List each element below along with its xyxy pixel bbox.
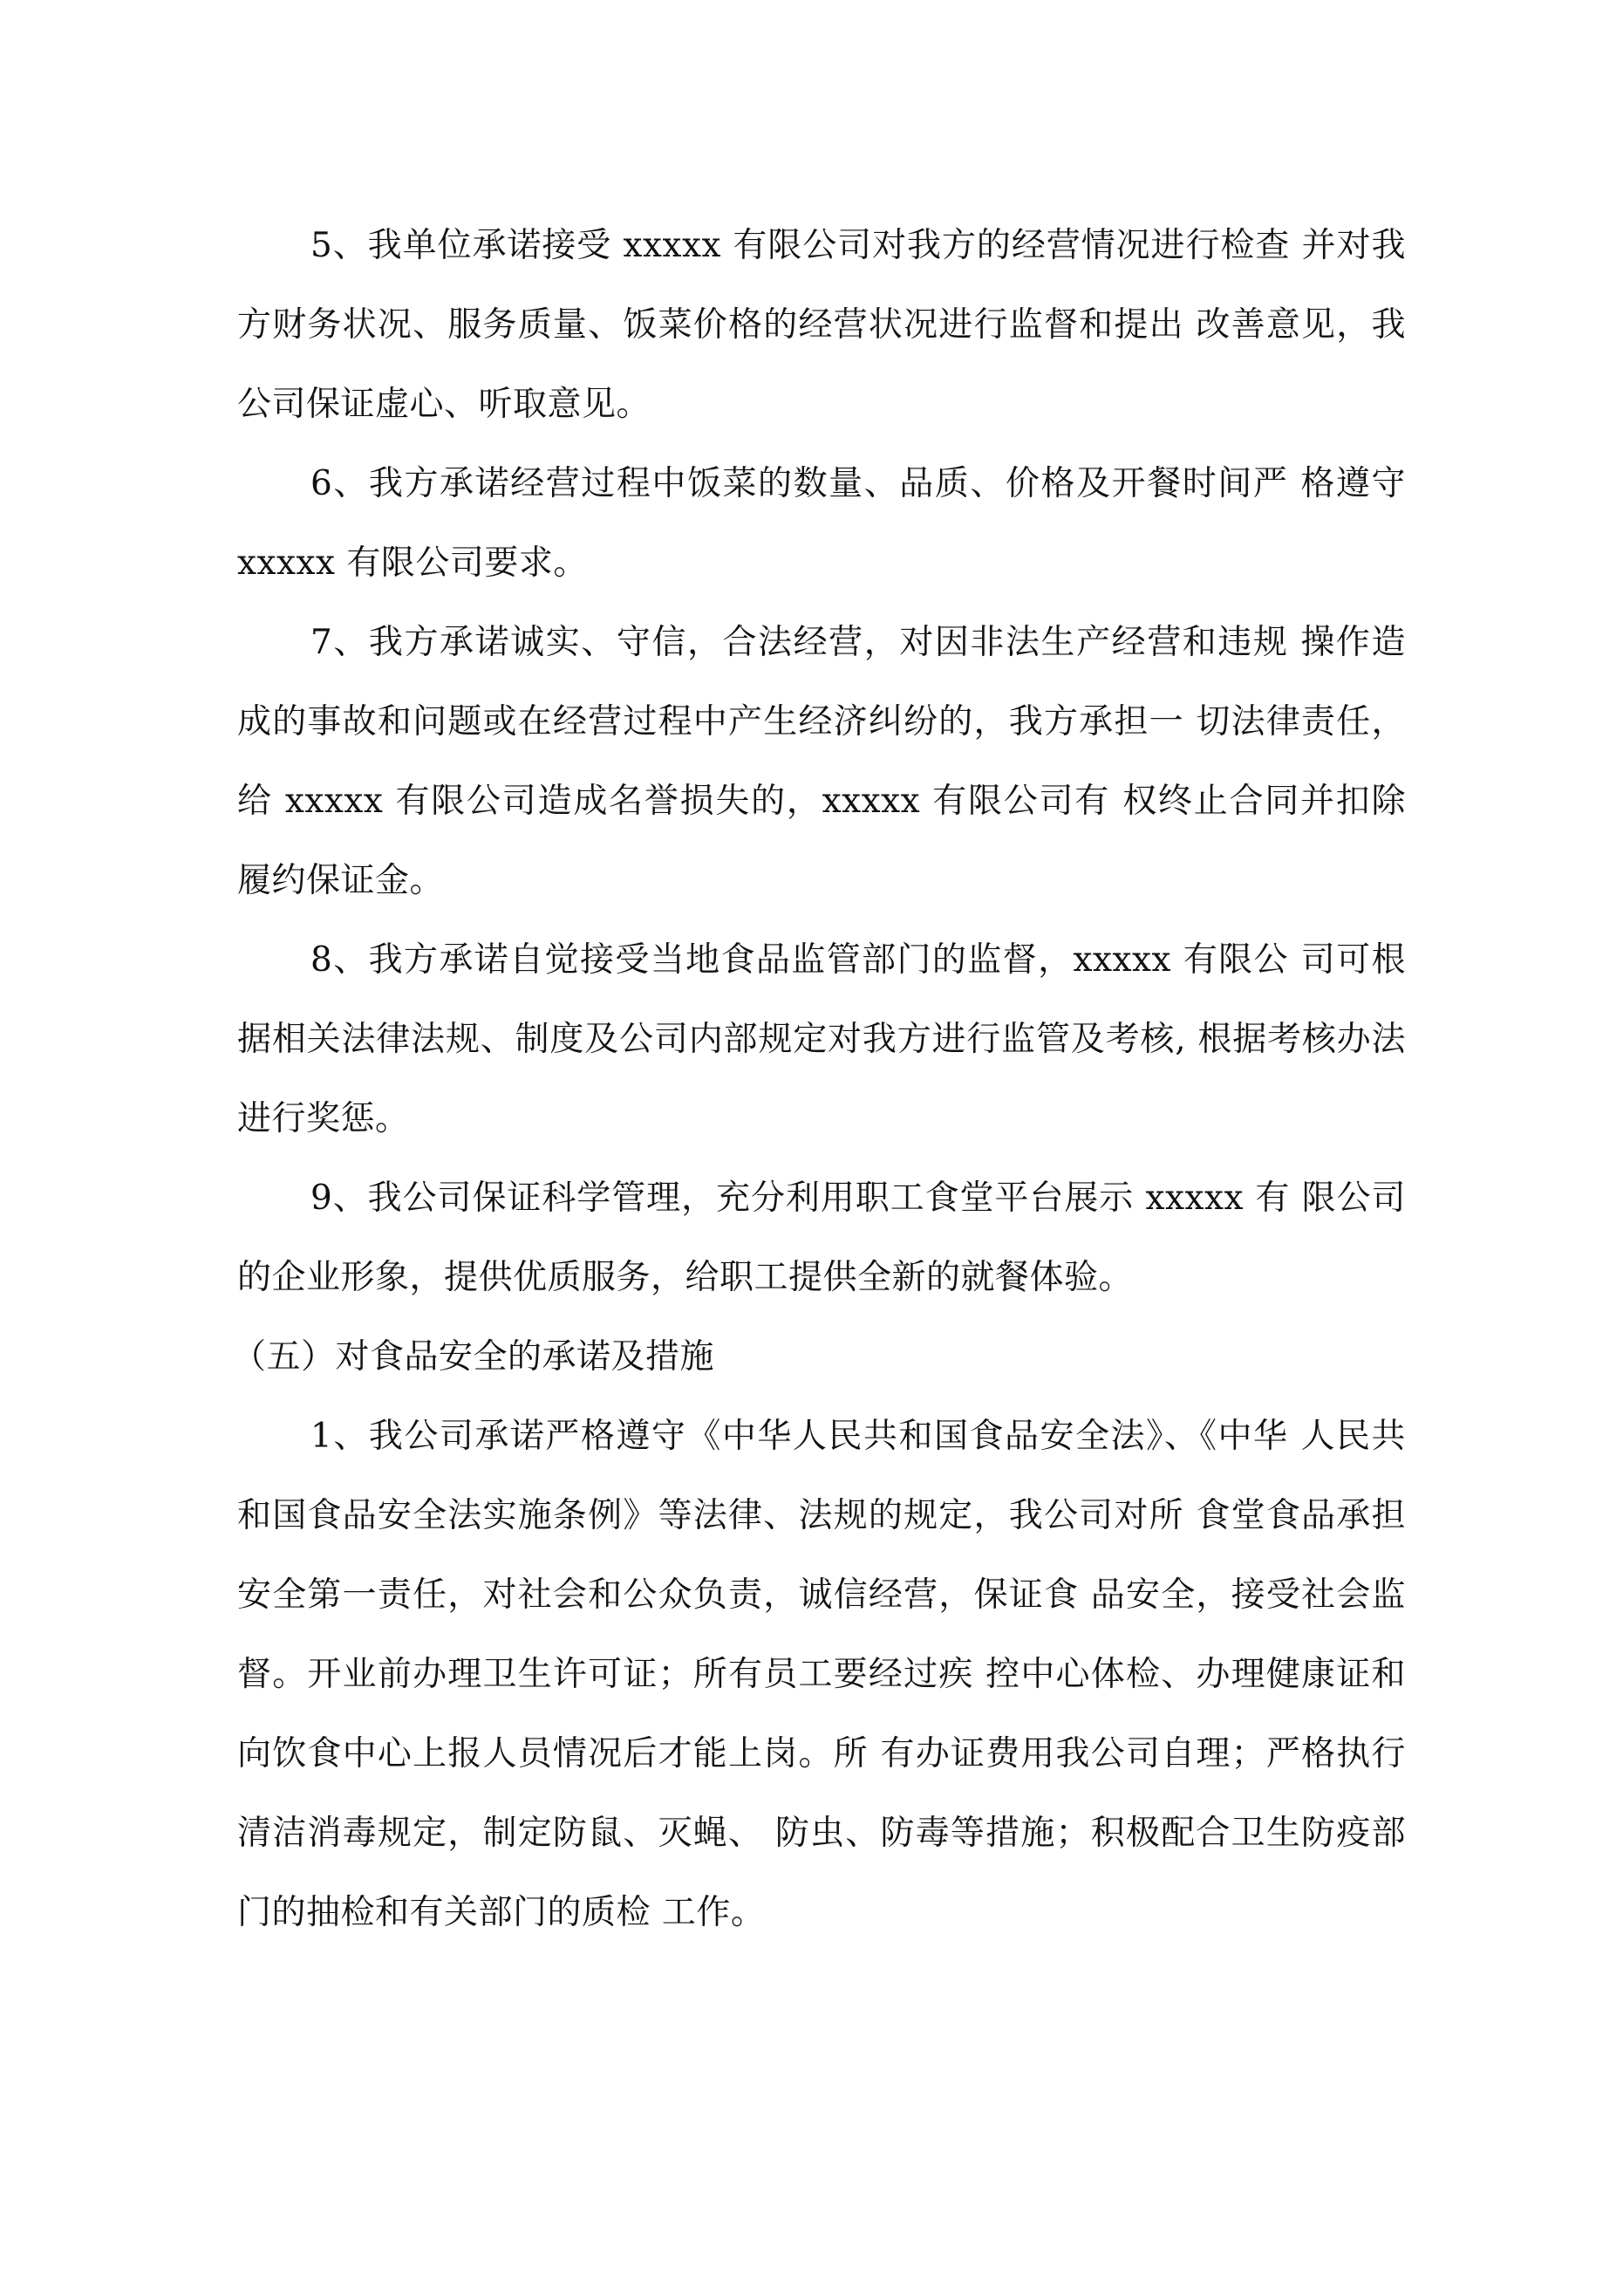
paragraph-5: 5、我单位承诺接受 xxxxx 有限公司对我方的经营情况进行检查 并对我方财务状况、服务质量、饭菜价格的经营状况进行监督和提出 改善意见，我公司保证虚心、听取意见。 [237,226,1406,424]
paragraph-8: 8、我方承诺自觉接受当地食品监管部门的监督，xxxxx 有限公 司可根据相关法律法规、制度及公司内部规定对我方进行监管及考核, 根据考核办法进行奖惩。 [237,940,1406,1138]
document-body [232,206,1406,1952]
paragraph-9: 9、我公司保证科学管理，充分利用职工食堂平台展示 xxxxx 有 限公司的企业形象，提供优质服务，给职工提供全新的就餐体验。 [237,1179,1406,1297]
paragraph-6: 6、我方承诺经营过程中饭菜的数量、品质、价格及开餐时间严 格遵守 xxxxx 有限公司要求。 [237,464,1406,583]
section-heading: （五）对食品安全的承诺及措施 [232,1337,715,1377]
paragraph-7: 7、我方承诺诚实、守信，合法经营，对因非法生产经营和违规 操作造成的事故和问题或在经营过程中产生经济纠纷的，我方承担一 切法律责任，给 xxxxx 有限公司造成名誉损失的，xxxxx 有限公司有 权终止合同并扣除履约保证金。 [237,623,1406,900]
paragraph-1: 1、我公司承诺严格遵守《中华人民共和国食品安全法》、《中华 人民共和国食品安全法实施条例》等法律、法规的规定，我公司对所 食堂食品承担安全第一责任，对社会和公众负责，诚信经营，保证食 品安全，接受社会监督。开业前办理卫生许可证；所有员工要经过疾 控中心体检、办理健康证和向饮食中心上报人员情况后才能上岗。所 有办证费用我公司自理；严格执行清洁消毒规定，制定防鼠、灭蝇、 防虫、防毒等措施；积极配合卫生防疫部门的抽检和有关部门的质检 工作。 [237,1417,1406,1932]
